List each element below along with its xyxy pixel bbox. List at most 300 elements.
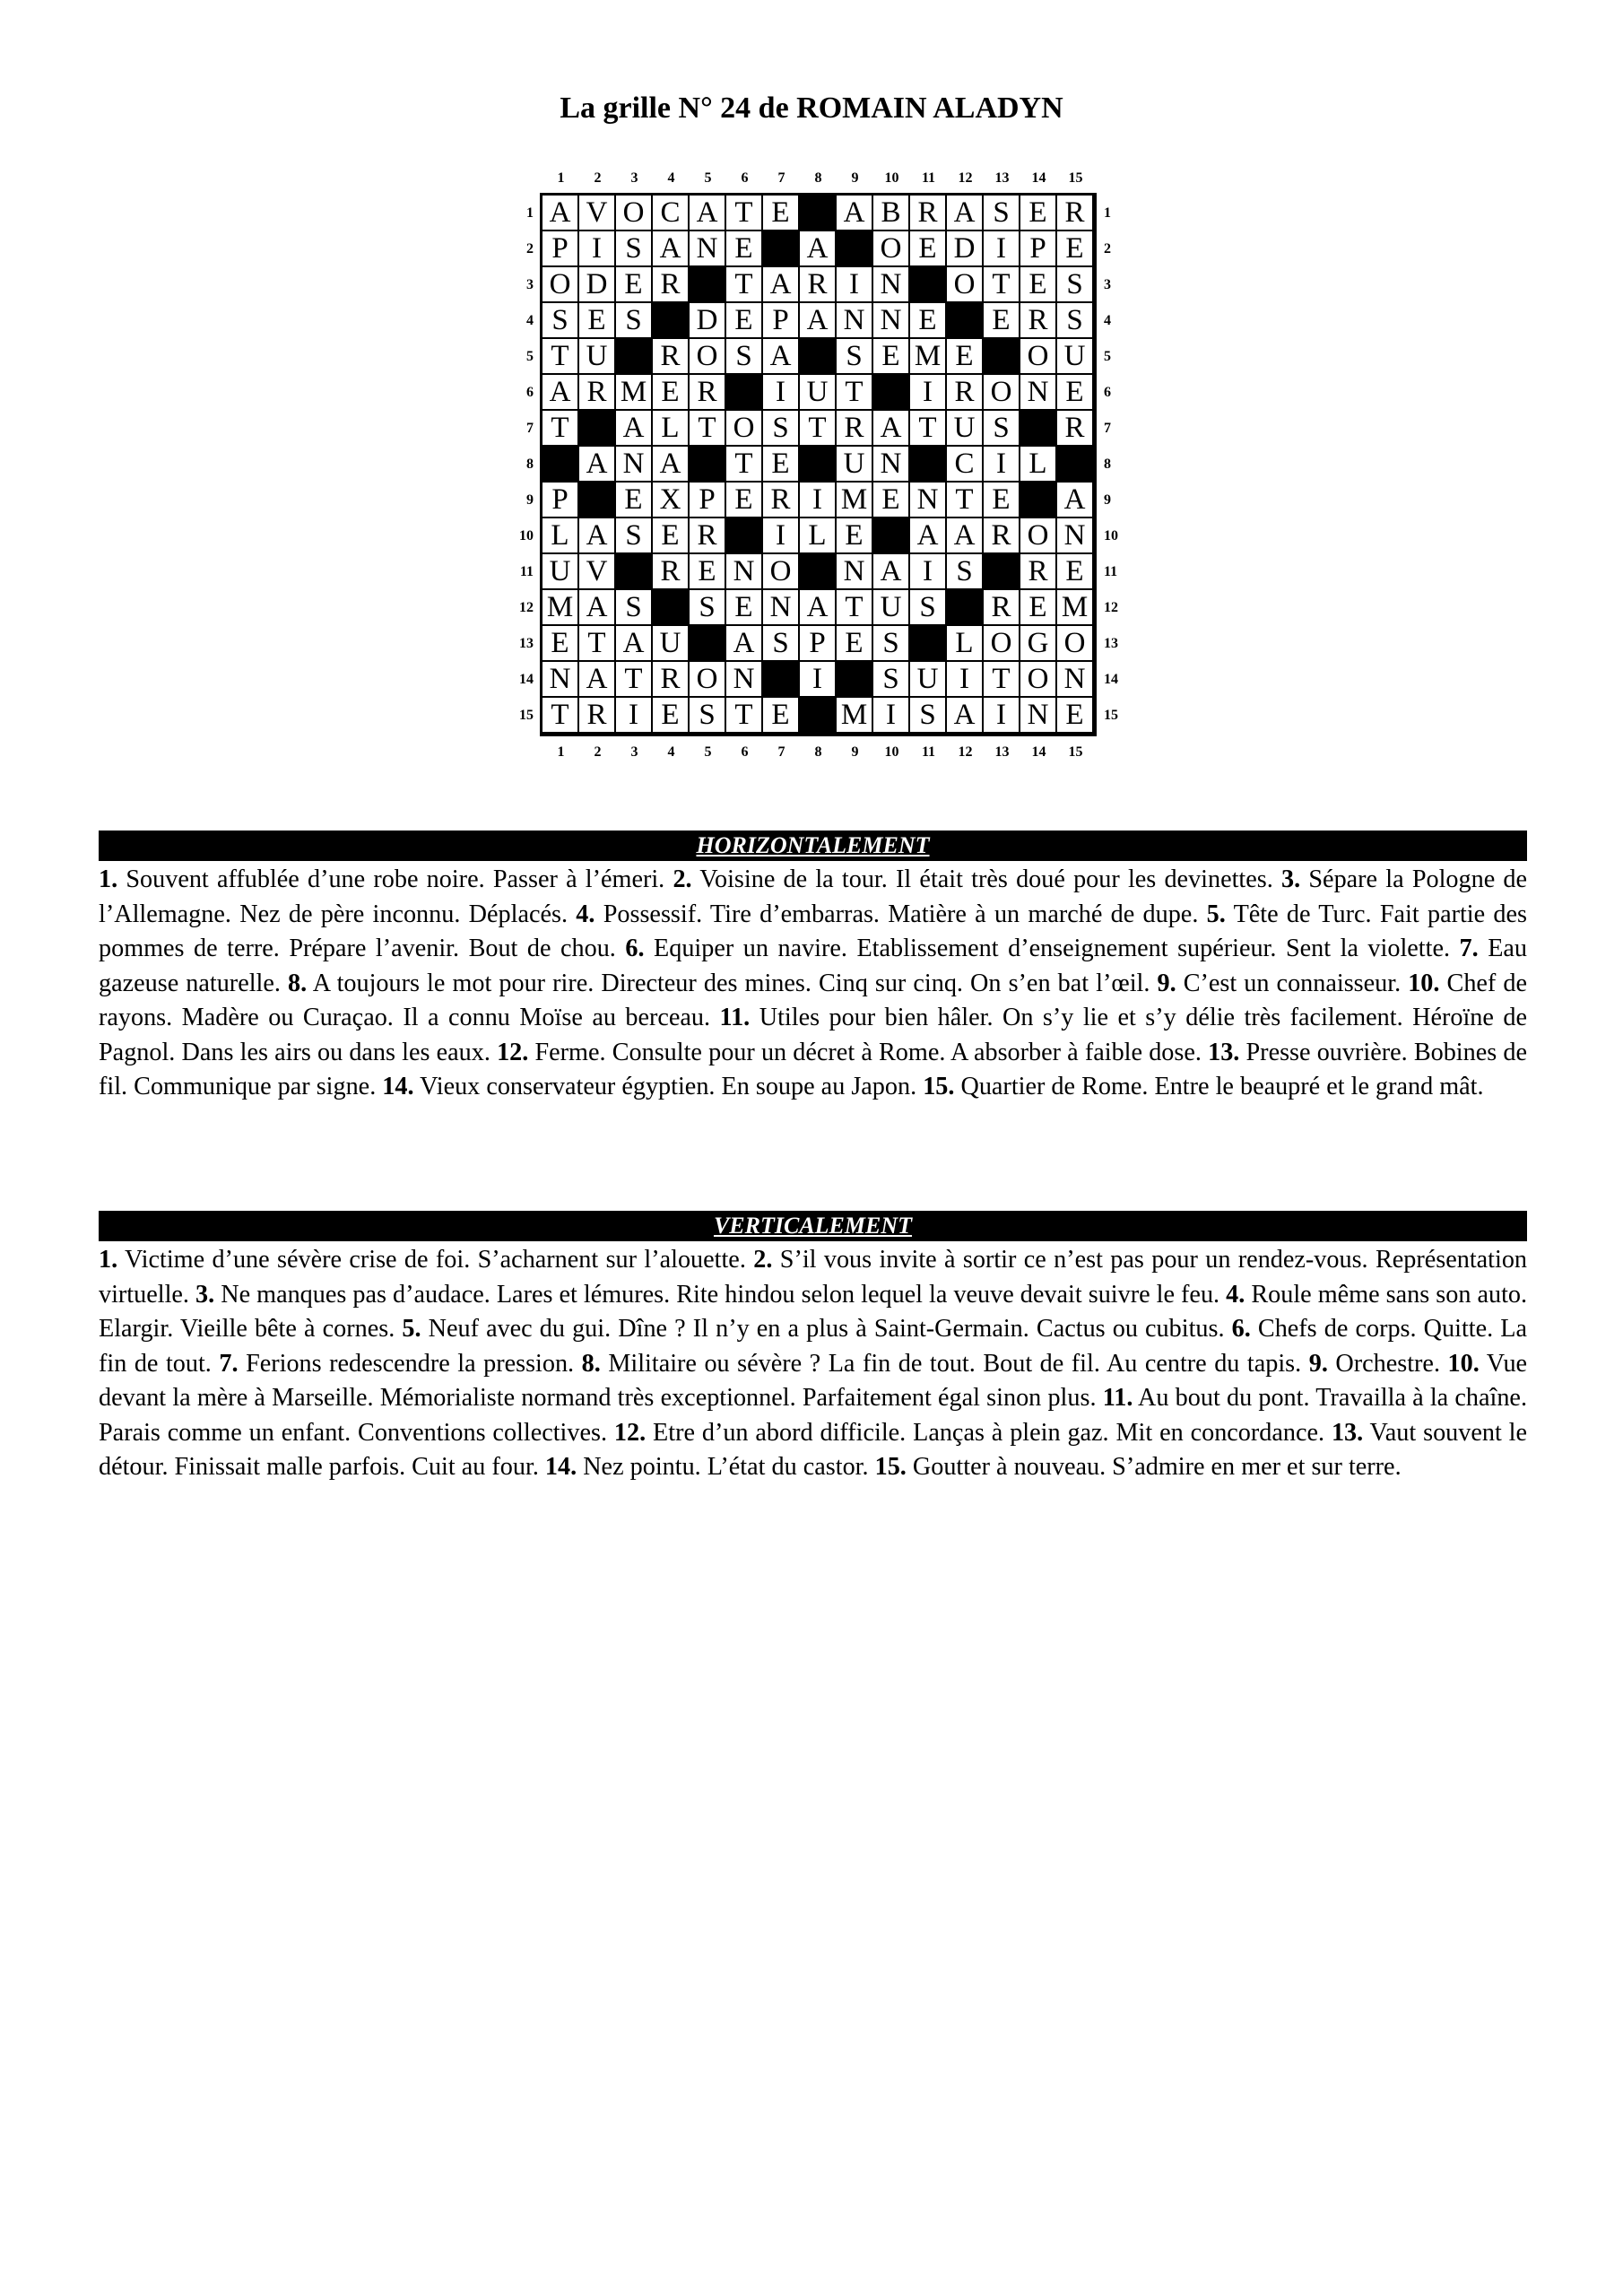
grid-cell: I xyxy=(873,698,910,734)
clue-text: Militaire ou sévère ? La fin de tout. Bout de fil. Au centre du tapis. xyxy=(608,1349,1302,1378)
grid-cell: T xyxy=(984,267,1020,303)
row-number: 2 xyxy=(1104,241,1111,257)
clue-number: 4. xyxy=(576,900,595,928)
grid-cell: I xyxy=(763,375,800,411)
grid-cell: S xyxy=(910,590,947,626)
black-square xyxy=(910,447,947,483)
grid-cell: N xyxy=(1020,375,1057,411)
grid-cell: N xyxy=(837,303,873,339)
grid-cell: E xyxy=(763,698,800,734)
grid-cell: A xyxy=(873,554,910,590)
grid-cell: I xyxy=(800,662,837,698)
grid-cell: A xyxy=(800,590,837,626)
black-square xyxy=(984,554,1020,590)
clue-text: Orchestre. xyxy=(1335,1349,1440,1378)
grid-cell: T xyxy=(690,411,726,447)
clue-text: Souvent affublée d’une robe noire. Passer à l’émeri. xyxy=(126,865,665,893)
clue-text: Voisine de la tour. Il était très doué pour les devinettes. xyxy=(699,865,1273,893)
black-square xyxy=(690,267,726,303)
grid-cell: I xyxy=(763,518,800,554)
column-number: 6 xyxy=(741,170,749,186)
grid-cell: E xyxy=(947,339,984,375)
black-square xyxy=(726,518,763,554)
row-number: 9 xyxy=(1104,492,1111,508)
grid-cell: E xyxy=(837,626,873,662)
grid-cell: T xyxy=(984,662,1020,698)
grid-cell: R xyxy=(837,411,873,447)
column-number: 4 xyxy=(667,170,675,186)
clue-text: Presse ouvrière. Bobines de fil. Communique par signe. xyxy=(99,1038,1527,1100)
grid-cell: O xyxy=(1057,626,1094,662)
row-numbers-left xyxy=(507,196,539,734)
grid-cell: M xyxy=(837,698,873,734)
clue-text: Vue devant la mère à Marseille. Mémorialiste normand très exceptionnel. Parfaitement égal sinon plus. xyxy=(99,1349,1528,1412)
black-square xyxy=(800,196,837,231)
black-square xyxy=(579,411,616,447)
grid-cell: A xyxy=(579,518,616,554)
column-number: 10 xyxy=(884,744,899,760)
column-numbers-bottom xyxy=(542,743,1094,762)
grid-cell: A xyxy=(690,196,726,231)
grid-cell: T xyxy=(726,267,763,303)
grid-cell: R xyxy=(579,375,616,411)
row-number: 6 xyxy=(526,385,534,400)
column-number: 1 xyxy=(557,744,565,760)
grid-cell: A xyxy=(947,196,984,231)
row-number: 4 xyxy=(1104,313,1111,328)
black-square xyxy=(800,339,837,375)
black-square xyxy=(800,698,837,734)
clue-number: 14. xyxy=(544,1453,577,1481)
column-number: 5 xyxy=(704,170,712,186)
clue-number: 8. xyxy=(581,1349,601,1378)
grid-cell: A xyxy=(910,518,947,554)
grid-cell: A xyxy=(763,339,800,375)
black-square xyxy=(763,231,800,267)
grid-cell: N xyxy=(837,554,873,590)
grid-cell: T xyxy=(616,662,653,698)
black-square xyxy=(837,231,873,267)
grid-cell: P xyxy=(542,231,579,267)
column-number: 9 xyxy=(851,170,859,186)
grid-cell: R xyxy=(763,483,800,518)
grid-cell: E xyxy=(984,303,1020,339)
clue-number: 12. xyxy=(613,1418,647,1447)
grid-cell: A xyxy=(653,231,690,267)
clue-number: 11. xyxy=(1102,1384,1133,1412)
grid-cell: E xyxy=(1020,590,1057,626)
horizontal-clues xyxy=(99,863,1527,1105)
row-number: 10 xyxy=(1104,528,1118,544)
clue-text: Chefs de corps. Quitte. La fin de tout. xyxy=(99,1315,1528,1378)
grid-cell: E xyxy=(726,231,763,267)
clue-text: Nez pointu. L’état du castor. xyxy=(583,1453,869,1481)
grid-cell: O xyxy=(690,339,726,375)
grid-cell: E xyxy=(653,375,690,411)
row-number: 8 xyxy=(526,457,534,472)
column-number: 14 xyxy=(1031,744,1046,760)
grid-cell: E xyxy=(579,303,616,339)
grid-cell: P xyxy=(690,483,726,518)
grid-cell: O xyxy=(873,231,910,267)
grid-cell: N xyxy=(726,662,763,698)
grid-cell: M xyxy=(616,375,653,411)
row-number: 3 xyxy=(526,277,534,292)
grid-cell: N xyxy=(542,662,579,698)
row-number: 14 xyxy=(519,672,534,687)
grid-cell: O xyxy=(690,662,726,698)
grid-cell: O xyxy=(726,411,763,447)
crossword-grid-area xyxy=(507,169,1125,770)
grid-cell: E xyxy=(653,698,690,734)
grid-cell: E xyxy=(726,303,763,339)
clue-number: 1. xyxy=(99,865,118,893)
grid-cell: O xyxy=(542,267,579,303)
row-number: 15 xyxy=(1104,708,1118,723)
column-number: 14 xyxy=(1031,170,1046,186)
black-square xyxy=(616,554,653,590)
grid-cell: P xyxy=(1020,231,1057,267)
grid-cell: E xyxy=(873,483,910,518)
grid-cell: U xyxy=(1057,339,1094,375)
row-number: 13 xyxy=(519,636,534,651)
grid-cell: E xyxy=(690,554,726,590)
grid-cell: M xyxy=(910,339,947,375)
grid-cell: S xyxy=(873,626,910,662)
clue-text: Vaut souvent le détour. Finissait malle parfois. Cuit au four. xyxy=(99,1418,1528,1481)
grid-cell: R xyxy=(653,662,690,698)
page-title: La grille N° 24 de ROMAIN ALADYN xyxy=(560,91,1063,125)
grid-cell: S xyxy=(726,339,763,375)
grid-cell: U xyxy=(542,554,579,590)
black-square xyxy=(653,303,690,339)
vertical-clues-section xyxy=(99,1211,1527,1485)
clue-number: 14. xyxy=(382,1073,414,1100)
column-number: 13 xyxy=(994,744,1010,760)
grid-cell: N xyxy=(690,231,726,267)
grid-cell: T xyxy=(726,447,763,483)
grid-cell: A xyxy=(579,447,616,483)
grid-cell: S xyxy=(873,662,910,698)
grid-cell: A xyxy=(653,447,690,483)
grid-cell: R xyxy=(653,267,690,303)
row-number: 8 xyxy=(1104,457,1111,472)
vertical-heading: VERTICALEMENT xyxy=(99,1211,1527,1241)
clue-number: 2. xyxy=(673,865,692,893)
column-number: 8 xyxy=(814,170,822,186)
row-number: 12 xyxy=(1104,600,1118,615)
black-square xyxy=(800,447,837,483)
grid-cell: V xyxy=(579,554,616,590)
grid-cell: E xyxy=(1057,375,1094,411)
clue-number: 1. xyxy=(99,1246,118,1274)
grid-cell: S xyxy=(1057,267,1094,303)
grid-cell: E xyxy=(1057,554,1094,590)
grid-cell: D xyxy=(690,303,726,339)
black-square xyxy=(616,339,653,375)
grid-cell: A xyxy=(763,267,800,303)
clue-number: 5. xyxy=(402,1315,421,1343)
grid-cell: M xyxy=(542,590,579,626)
grid-cell: E xyxy=(837,518,873,554)
grid-cell: C xyxy=(947,447,984,483)
clue-text: A toujours le mot pour rire. Directeur des mines. Cinq sur cinq. On s’en bat l’œil. xyxy=(312,969,1150,997)
clue-number: 9. xyxy=(1157,969,1176,997)
grid-cell: A xyxy=(800,231,837,267)
grid-cell: R xyxy=(579,698,616,734)
grid-cell: I xyxy=(910,554,947,590)
grid-cell: S xyxy=(947,554,984,590)
clue-text: C’est un connaisseur. xyxy=(1183,969,1402,997)
column-number: 6 xyxy=(741,744,749,760)
clue-text: Tête de Turc. Fait partie des pommes de terre. Prépare l’avenir. Bout de chou. xyxy=(99,900,1527,962)
column-number: 8 xyxy=(814,744,822,760)
grid-cell: N xyxy=(910,483,947,518)
grid-cell: R xyxy=(1020,554,1057,590)
horizontal-clues-section xyxy=(99,831,1527,1105)
grid-cell: E xyxy=(984,483,1020,518)
clue-text: Ne manques pas d’audace. Lares et lémures. Rite hindou selon lequel la veuve devait suivre le feu. xyxy=(221,1280,1220,1309)
grid-cell: S xyxy=(763,626,800,662)
row-number: 1 xyxy=(526,205,534,221)
grid-cell: X xyxy=(653,483,690,518)
grid-cell: A xyxy=(542,196,579,231)
black-square xyxy=(1057,447,1094,483)
grid-cell: T xyxy=(579,626,616,662)
grid-cell: I xyxy=(579,231,616,267)
grid-cell: L xyxy=(947,626,984,662)
grid-cell: R xyxy=(690,375,726,411)
clue-text: Utiles pour bien hâler. On s’y lie et s’y délie très facilement. Héroïne de Pagnol. Dans les airs ou dans les eaux. xyxy=(99,1004,1527,1066)
grid-cell: T xyxy=(837,590,873,626)
clue-number: 5. xyxy=(1206,900,1226,928)
grid-cell: R xyxy=(800,267,837,303)
grid-cell: M xyxy=(837,483,873,518)
clue-number: 12. xyxy=(497,1038,529,1066)
grid-cell: D xyxy=(947,231,984,267)
grid-cell: I xyxy=(984,698,1020,734)
grid-cell: S xyxy=(542,303,579,339)
row-number: 2 xyxy=(526,241,534,257)
grid-cell: O xyxy=(616,196,653,231)
grid-cell: N xyxy=(616,447,653,483)
clue-number: 13. xyxy=(1331,1418,1364,1447)
row-number: 10 xyxy=(519,528,534,544)
grid-cell: L xyxy=(653,411,690,447)
row-number: 15 xyxy=(519,708,534,723)
grid-cell: A xyxy=(616,626,653,662)
grid-cell: O xyxy=(984,375,1020,411)
clue-text: Chef de rayons. Madère ou Curaçao. Il a connu Moïse au berceau. xyxy=(99,969,1527,1031)
row-number: 6 xyxy=(1104,385,1111,400)
black-square xyxy=(947,590,984,626)
clue-text: Equiper un navire. Etablissement d’enseignement supérieur. Sent la violette. xyxy=(654,935,1451,962)
grid-cell: S xyxy=(837,339,873,375)
grid-cell: E xyxy=(616,483,653,518)
column-number: 7 xyxy=(777,170,785,186)
grid-cell: R xyxy=(984,590,1020,626)
row-number: 5 xyxy=(526,349,534,364)
grid-cell: T xyxy=(542,411,579,447)
grid-cell: E xyxy=(653,518,690,554)
black-square xyxy=(763,662,800,698)
grid-cell: T xyxy=(726,698,763,734)
grid-cell: S xyxy=(616,231,653,267)
column-number: 11 xyxy=(921,744,936,760)
grid-cell: E xyxy=(542,626,579,662)
clue-number: 2. xyxy=(753,1246,773,1274)
grid-cell: L xyxy=(542,518,579,554)
clue-text: Sépare la Pologne de l’Allemagne. Nez de père inconnu. Déplacés. xyxy=(99,865,1528,928)
grid-cell: V xyxy=(579,196,616,231)
black-square xyxy=(873,375,910,411)
grid-cell: N xyxy=(763,590,800,626)
grid-cell: A xyxy=(579,590,616,626)
black-square xyxy=(690,626,726,662)
grid-cell: E xyxy=(616,267,653,303)
row-number: 12 xyxy=(519,600,534,615)
clue-text: Vieux conservateur égyptien. En soupe au Japon. xyxy=(420,1073,917,1100)
grid-cell: T xyxy=(910,411,947,447)
grid-cell: A xyxy=(800,303,837,339)
black-square xyxy=(653,590,690,626)
clue-text: Au bout du pont. Travailla à la chaîne. Parais comme un enfant. Conventions collectives. xyxy=(99,1384,1527,1447)
grid-cell: S xyxy=(616,590,653,626)
grid-cell: T xyxy=(837,375,873,411)
grid-cell: I xyxy=(616,698,653,734)
grid-cell: A xyxy=(873,411,910,447)
column-number: 1 xyxy=(557,170,565,186)
grid-cell: S xyxy=(984,411,1020,447)
clue-number: 3. xyxy=(1281,865,1301,893)
grid-cell: U xyxy=(910,662,947,698)
grid-cell: E xyxy=(910,303,947,339)
grid-cell: N xyxy=(873,267,910,303)
clue-number: 11. xyxy=(719,1004,751,1031)
black-square xyxy=(873,518,910,554)
grid-cell: A xyxy=(947,518,984,554)
clue-text: Eau gazeuse naturelle. xyxy=(99,935,1528,997)
clue-text: Etre d’un abord difficile. Lanças à plein gaz. Mit en concordance. xyxy=(653,1418,1325,1447)
grid-cell: U xyxy=(947,411,984,447)
grid-cell: M xyxy=(1057,590,1094,626)
grid-cell: U xyxy=(579,339,616,375)
column-number: 11 xyxy=(921,170,936,186)
grid-cell: U xyxy=(800,375,837,411)
grid-cell: I xyxy=(984,231,1020,267)
clue-number: 10. xyxy=(1447,1349,1480,1378)
clue-number: 10. xyxy=(1408,969,1440,997)
grid-cell: U xyxy=(653,626,690,662)
black-square xyxy=(910,267,947,303)
grid-cell: A xyxy=(542,375,579,411)
grid-cell: S xyxy=(910,698,947,734)
row-number: 5 xyxy=(1104,349,1111,364)
clue-number: 15. xyxy=(923,1073,955,1100)
grid-cell: S xyxy=(1057,303,1094,339)
column-number: 2 xyxy=(594,744,602,760)
clue-text: Possessif. Tire d’embarras. Matière à un marché de dupe. xyxy=(603,900,1199,928)
grid-cell: O xyxy=(763,554,800,590)
clue-text: S’il vous invite à sortir ce n’est pas pour un rendez-vous. Représentation virtuelle. xyxy=(99,1246,1528,1309)
grid-cell: A xyxy=(579,662,616,698)
grid-cell: C xyxy=(653,196,690,231)
grid-cell: R xyxy=(653,339,690,375)
grid-cell: G xyxy=(1020,626,1057,662)
clue-number: 13. xyxy=(1208,1038,1240,1066)
grid-cell: E xyxy=(1057,231,1094,267)
clue-number: 15. xyxy=(874,1453,907,1481)
black-square xyxy=(984,339,1020,375)
row-number: 3 xyxy=(1104,277,1111,292)
horizontal-heading: HORIZONTALEMENT xyxy=(99,831,1527,861)
clue-text: Quartier de Rome. Entre le beaupré et le grand mât. xyxy=(960,1073,1484,1100)
grid-cell: L xyxy=(1020,447,1057,483)
grid-cell: I xyxy=(910,375,947,411)
clue-number: 7. xyxy=(219,1349,239,1378)
grid-cell: S xyxy=(763,411,800,447)
grid-cell: A xyxy=(837,196,873,231)
black-square xyxy=(1020,411,1057,447)
column-number: 12 xyxy=(958,170,973,186)
grid-cell: S xyxy=(984,196,1020,231)
grid-cell: O xyxy=(1020,518,1057,554)
row-number: 14 xyxy=(1104,672,1118,687)
grid-cell: U xyxy=(837,447,873,483)
grid-cell: N xyxy=(873,447,910,483)
clue-number: 9. xyxy=(1308,1349,1328,1378)
black-square xyxy=(690,447,726,483)
grid-cell: S xyxy=(616,303,653,339)
grid-cell: P xyxy=(763,303,800,339)
clue-text: Ferme. Consulte pour un décret à Rome. A absorber à faible dose. xyxy=(534,1038,1202,1066)
grid-cell: E xyxy=(873,339,910,375)
clue-number: 4. xyxy=(1226,1280,1245,1309)
column-number: 3 xyxy=(630,170,638,186)
grid-cell: O xyxy=(1020,339,1057,375)
grid-cell: I xyxy=(947,662,984,698)
row-number: 4 xyxy=(526,313,534,328)
vertical-clues xyxy=(99,1243,1527,1485)
grid-cell: S xyxy=(690,698,726,734)
row-number: 11 xyxy=(1104,564,1118,579)
clue-text: Victime d’une sévère crise de foi. S’acharnent sur l’alouette. xyxy=(125,1246,746,1274)
column-number: 13 xyxy=(994,170,1010,186)
column-number: 15 xyxy=(1068,744,1083,760)
black-square xyxy=(579,483,616,518)
grid-cell: T xyxy=(726,196,763,231)
grid-cell: P xyxy=(800,626,837,662)
row-number: 7 xyxy=(526,421,534,436)
crossword-board xyxy=(540,193,1097,736)
clue-number: 3. xyxy=(195,1280,215,1309)
grid-cell: S xyxy=(616,518,653,554)
grid-cell: N xyxy=(1020,698,1057,734)
clue-text: Goutter à nouveau. S’admire en mer et sur terre. xyxy=(912,1453,1402,1481)
column-numbers-top xyxy=(542,169,1094,188)
column-number: 4 xyxy=(667,744,675,760)
grid-cell: A xyxy=(947,698,984,734)
grid-cell: N xyxy=(873,303,910,339)
grid-cell: T xyxy=(800,411,837,447)
grid-cell: E xyxy=(910,231,947,267)
black-square xyxy=(726,375,763,411)
column-number: 10 xyxy=(884,170,899,186)
clue-number: 6. xyxy=(1231,1315,1251,1343)
grid-cell: N xyxy=(1057,518,1094,554)
grid-cell: P xyxy=(542,483,579,518)
grid-cell: T xyxy=(542,339,579,375)
